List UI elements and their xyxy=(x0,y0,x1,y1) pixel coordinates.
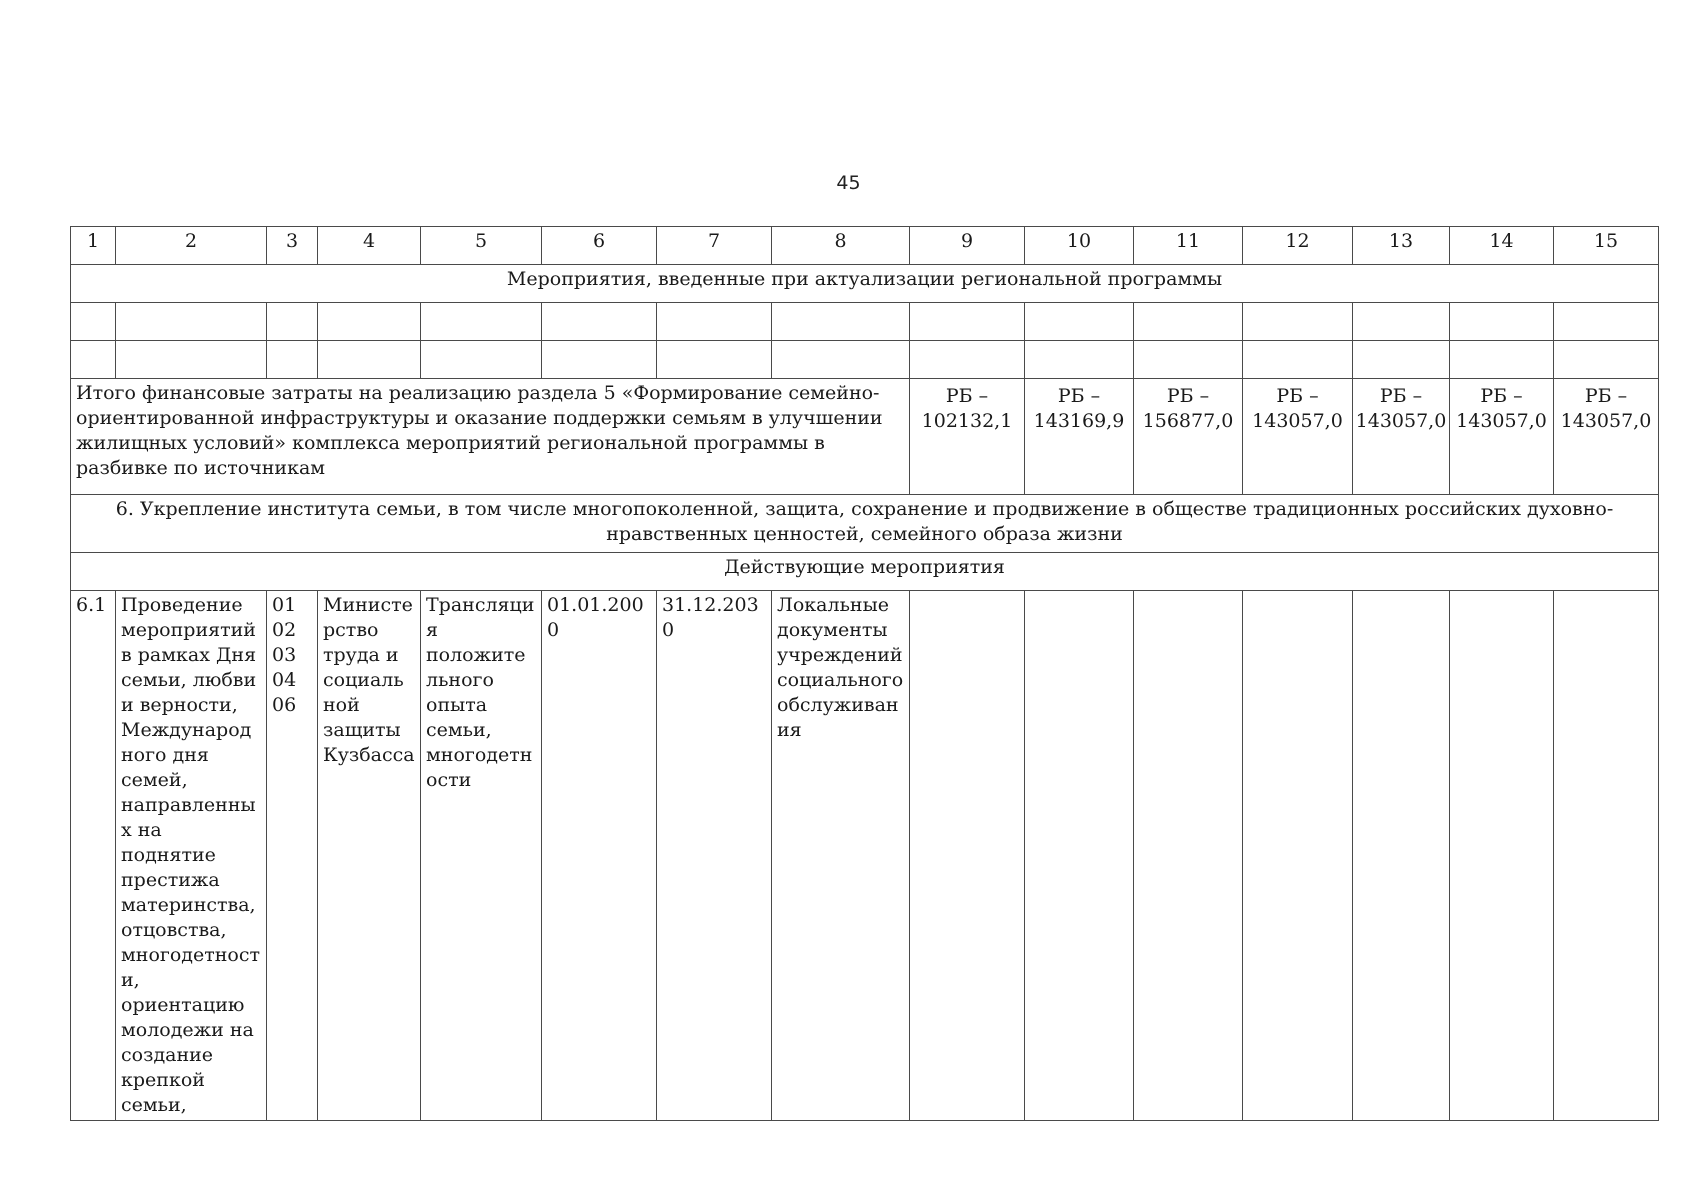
column-number: 11 xyxy=(1134,227,1243,265)
empty-cell xyxy=(910,341,1025,379)
section-title: Мероприятия, введенные при актуализации региональной программы xyxy=(71,265,1659,303)
empty-cell xyxy=(318,341,421,379)
column-number: 13 xyxy=(1353,227,1450,265)
measure-number: 6.1 xyxy=(71,591,116,1121)
measure-code: 06 xyxy=(272,694,297,716)
column-numbers-row xyxy=(71,227,1659,265)
empty-cell xyxy=(1134,591,1243,1121)
empty-cell xyxy=(910,303,1025,341)
empty-cell xyxy=(267,303,318,341)
column-number: 6 xyxy=(542,227,657,265)
total-cost-value: РБ – 143057,0 xyxy=(1450,379,1554,495)
column-number: 3 xyxy=(267,227,318,265)
empty-cell xyxy=(657,341,772,379)
active-measures-title: Действующие мероприятия xyxy=(71,553,1659,591)
section-row-introduced xyxy=(71,265,1659,303)
empty-cell xyxy=(116,303,267,341)
total-cost-value: РБ – 143057,0 xyxy=(1243,379,1353,495)
total-cost-value: РБ – 143169,9 xyxy=(1025,379,1134,495)
empty-cell xyxy=(71,341,116,379)
empty-cell xyxy=(1243,341,1353,379)
measure-code: 01 xyxy=(272,594,297,616)
measure-documents: Локальные документы учреждений социального обслуживания xyxy=(772,591,910,1121)
column-number: 1 xyxy=(71,227,116,265)
measure-codes xyxy=(267,591,318,1121)
measure-end-date: 31.12.2030 xyxy=(657,591,772,1121)
empty-cell xyxy=(71,303,116,341)
empty-cell xyxy=(1134,303,1243,341)
column-number: 7 xyxy=(657,227,772,265)
measure-code: 02 xyxy=(272,619,297,641)
empty-cell xyxy=(542,341,657,379)
section-6-title: 6. Укрепление института семьи, в том числе многопоколенной, защита, сохранение и продвижение в обществе традиционных российских духовно-нравственных ценностей, семейного образа жизни xyxy=(71,495,1659,553)
measure-code: 03 xyxy=(272,644,297,666)
empty-cell xyxy=(772,341,910,379)
column-number: 4 xyxy=(318,227,421,265)
column-number: 5 xyxy=(421,227,542,265)
empty-cell xyxy=(1554,591,1659,1121)
total-cost-value: РБ – 143057,0 xyxy=(1554,379,1659,495)
empty-cell xyxy=(1353,591,1450,1121)
total-cost-value: РБ – 143057,0 xyxy=(1353,379,1450,495)
total-costs-label: Итого финансовые затраты на реализацию раздела 5 «Формирование семейно-ориентированной инфраструктуры и оказание поддержки семьям в улучшении жилищных условий» комплекса мероприятий региональной программы в разбивке по источникам xyxy=(71,379,910,495)
column-number: 9 xyxy=(910,227,1025,265)
empty-cell xyxy=(910,591,1025,1121)
measure-executor: Министерство труда и социальной защиты Кузбасса xyxy=(318,591,421,1121)
total-cost-value: РБ – 156877,0 xyxy=(1134,379,1243,495)
empty-cell xyxy=(1450,303,1554,341)
measure-code: 04 xyxy=(272,669,297,691)
measure-result: Трансляция положительного опыта семьи, многодетности xyxy=(421,591,542,1121)
empty-cell xyxy=(1243,303,1353,341)
empty-cell xyxy=(1450,591,1554,1121)
empty-cell xyxy=(1554,303,1659,341)
total-cost-value: РБ – 102132,1 xyxy=(910,379,1025,495)
empty-cell xyxy=(1025,303,1134,341)
measure-start-date: 01.01.2000 xyxy=(542,591,657,1121)
total-costs-row xyxy=(71,379,1659,495)
section-row-6 xyxy=(71,495,1659,553)
empty-row xyxy=(71,303,1659,341)
column-number: 10 xyxy=(1025,227,1134,265)
empty-cell xyxy=(421,341,542,379)
empty-cell xyxy=(116,341,267,379)
empty-cell xyxy=(772,303,910,341)
empty-cell xyxy=(267,341,318,379)
section-row-active xyxy=(71,553,1659,591)
empty-cell xyxy=(1134,341,1243,379)
empty-cell xyxy=(1025,341,1134,379)
empty-cell xyxy=(1450,341,1554,379)
column-number: 2 xyxy=(116,227,267,265)
empty-cell xyxy=(1554,341,1659,379)
empty-cell xyxy=(1243,591,1353,1121)
column-number: 15 xyxy=(1554,227,1659,265)
empty-cell xyxy=(1353,303,1450,341)
empty-cell xyxy=(657,303,772,341)
empty-cell xyxy=(1353,341,1450,379)
empty-cell xyxy=(318,303,421,341)
empty-row xyxy=(71,341,1659,379)
empty-cell xyxy=(1025,591,1134,1121)
column-number: 8 xyxy=(772,227,910,265)
empty-cell xyxy=(421,303,542,341)
measure-name: Проведение мероприятий в рамках Дня семьи, любви и верности, Международного дня семей, направленных на поднятие престижа материнства, отцовства, многодетности, ориентацию молодежи на создание крепкой семьи, xyxy=(116,591,267,1121)
column-number: 14 xyxy=(1450,227,1554,265)
page-number: 45 xyxy=(836,172,861,194)
column-number: 12 xyxy=(1243,227,1353,265)
measures-table xyxy=(70,226,1659,1121)
measure-row-6-1 xyxy=(71,591,1659,1121)
empty-cell xyxy=(542,303,657,341)
